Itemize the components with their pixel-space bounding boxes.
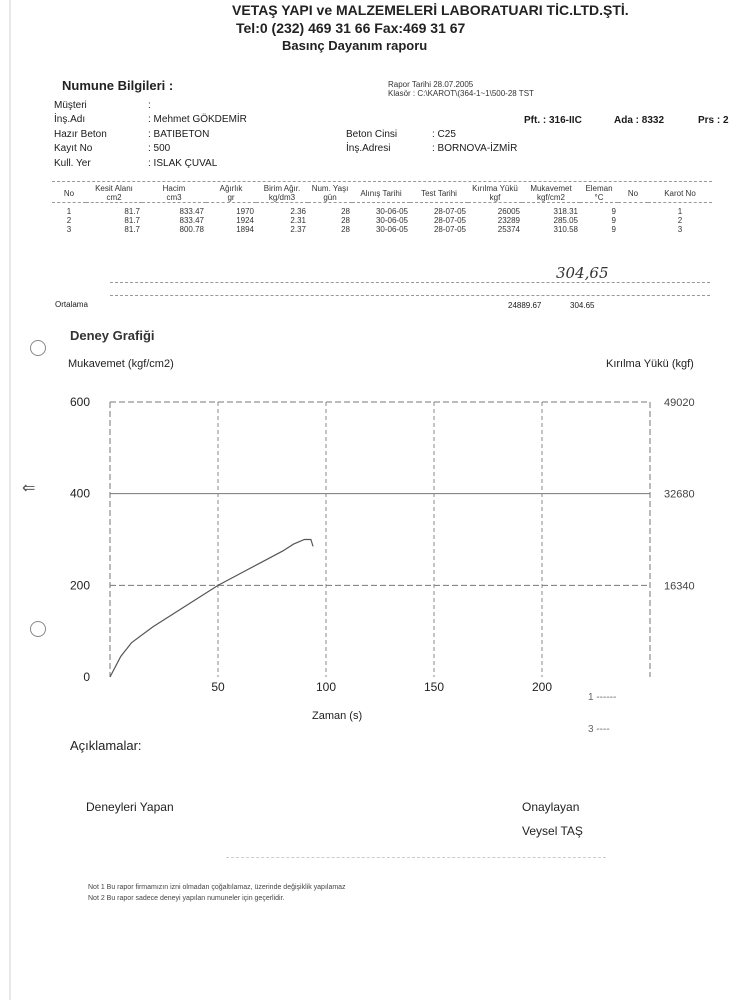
handwritten-average: 304,65 bbox=[556, 264, 609, 282]
col-header-kesit: Kesit Alanı cm2 bbox=[95, 184, 133, 202]
beton-cinsi-value: : C25 bbox=[432, 129, 456, 140]
ins-adi-label: İnş.Adı bbox=[54, 114, 86, 125]
beton-cinsi-label: Beton Cinsi bbox=[346, 129, 398, 140]
results-table bbox=[52, 184, 712, 234]
note-1: Not 1 Bu rapor firmamızın izni olmadan çoğaltılamaz, üzerinde değişiklik yapılamaz bbox=[88, 884, 346, 891]
col-header-no: No bbox=[63, 188, 75, 198]
y2-tick-label: 32680 bbox=[664, 488, 695, 501]
table-header-row bbox=[52, 184, 712, 203]
approver-label: Onaylayan bbox=[522, 800, 580, 814]
ins-adresi-label: İnş.Adresi bbox=[346, 143, 391, 154]
note-2: Not 2 Bu rapor sadece deneyi yapılan numuneler için geçerlidir. bbox=[88, 895, 285, 902]
kull-yer-value: : ISLAK ÇUVAL bbox=[148, 158, 218, 169]
average-load: 24889.67 bbox=[508, 301, 542, 310]
strength-time-chart bbox=[0, 380, 751, 700]
x-tick-label: 150 bbox=[423, 680, 445, 694]
graph-title: Deney Grafiği bbox=[70, 328, 155, 343]
musteri-value: : bbox=[148, 100, 151, 111]
table-row: 3 81.7 800.78 1894 2.37 28 30-06-05 28-07-05 25374 310.58 9 3 bbox=[66, 225, 683, 234]
y-tick-label: 0 bbox=[83, 670, 90, 684]
remarks-label: Açıklamalar: bbox=[70, 738, 142, 753]
table-top-rule bbox=[52, 181, 712, 182]
kayit-no-label: Kayıt No bbox=[54, 143, 93, 154]
hazir-beton-value: : BATIBETON bbox=[148, 129, 210, 140]
sample-info-title: Numune Bilgileri : bbox=[62, 78, 174, 93]
table-row: 1 81.7 833.47 1970 2.36 28 30-06-05 28-07-05 26005 318.31 9 1 bbox=[66, 207, 683, 216]
margin-arrow-icon: ⇐ bbox=[22, 480, 36, 497]
y-tick-label: 400 bbox=[69, 486, 90, 501]
right-axis-title: Kırılma Yükü (kgf) bbox=[606, 358, 694, 370]
musteri-label: Müşteri bbox=[54, 100, 87, 111]
x-tick-label: 50 bbox=[211, 680, 225, 694]
left-axis-title: Mukavemet (kgf/cm2) bbox=[68, 358, 174, 370]
col-header-eleman: Eleman °C bbox=[585, 184, 613, 202]
ins-adresi-value: : BORNOVA-İZMİR bbox=[432, 143, 518, 154]
y2-tick-label: 16340 bbox=[664, 580, 695, 593]
x-tick-label: 200 bbox=[531, 680, 553, 694]
report-date: Rapor Tarihi 28.07.2005 bbox=[388, 80, 474, 89]
x-axis-title: Zaman (s) bbox=[312, 710, 363, 722]
prs-value: Prs : 2 bbox=[698, 115, 729, 126]
col-header-kirilma: Kırılma Yükü kgf bbox=[472, 184, 518, 202]
col-header-no2: No bbox=[627, 188, 639, 198]
hazir-beton-label: Hazır Beton bbox=[54, 129, 107, 140]
table-row: 2 81.7 833.47 1924 2.31 28 30-06-05 28-07-05 23289 285.05 9 2 bbox=[66, 216, 683, 225]
col-header-birim: Birim Ağır. kg/dm3 bbox=[263, 184, 301, 202]
report-title: Basınç Dayanım raporu bbox=[282, 38, 428, 53]
col-header-yas: Num. Yaşı gün bbox=[311, 184, 349, 202]
ada-value: Ada : 8332 bbox=[614, 115, 665, 126]
x-tick-label: 100 bbox=[315, 680, 337, 694]
report-file: Klasör : C:\KAROT\(364-1~1\500-28 TST bbox=[388, 89, 534, 98]
table-mid-rule bbox=[110, 282, 710, 283]
col-header-alinis: Alınış Tarihi bbox=[360, 188, 402, 198]
col-header-mukavemet: Mukavemet kgf/cm2 bbox=[530, 184, 572, 202]
y-tick-label: 600 bbox=[69, 395, 90, 409]
company-contact: Tel:0 (232) 469 31 66 Fax:469 31 67 bbox=[236, 20, 466, 36]
pft-value: Pft. : 316-IIC bbox=[524, 115, 582, 126]
kayit-no-value: : 500 bbox=[148, 143, 171, 154]
legend-series-3: 3 ---- bbox=[588, 724, 610, 735]
series-line bbox=[110, 540, 313, 678]
average-strength: 304.65 bbox=[570, 301, 595, 310]
signature-rule bbox=[226, 857, 606, 858]
legend-series-1: 1 ------ bbox=[588, 692, 617, 703]
tester-label: Deneyleri Yapan bbox=[86, 800, 174, 814]
kull-yer-label: Kull. Yer bbox=[54, 158, 91, 169]
col-header-karot: Karot No bbox=[664, 188, 696, 198]
company-name: VETAŞ YAPI ve MALZEMELERİ LABORATUARI TİC.LTD.ŞTİ. bbox=[232, 2, 629, 18]
approver-name: Veysel TAŞ bbox=[522, 824, 583, 838]
average-label: Ortalama bbox=[55, 300, 88, 309]
punch-hole bbox=[30, 340, 46, 356]
table-bottom-rule bbox=[110, 295, 710, 296]
col-header-test: Test Tarihi bbox=[421, 188, 457, 198]
ins-adi-value: : Mehmet GÖKDEMİR bbox=[148, 114, 247, 125]
col-header-agirlik: Ağırlık gr bbox=[219, 184, 243, 202]
y2-tick-label: 49020 bbox=[664, 397, 695, 409]
col-header-hacim: Hacim cm3 bbox=[162, 184, 186, 202]
y-tick-label: 200 bbox=[69, 578, 90, 593]
